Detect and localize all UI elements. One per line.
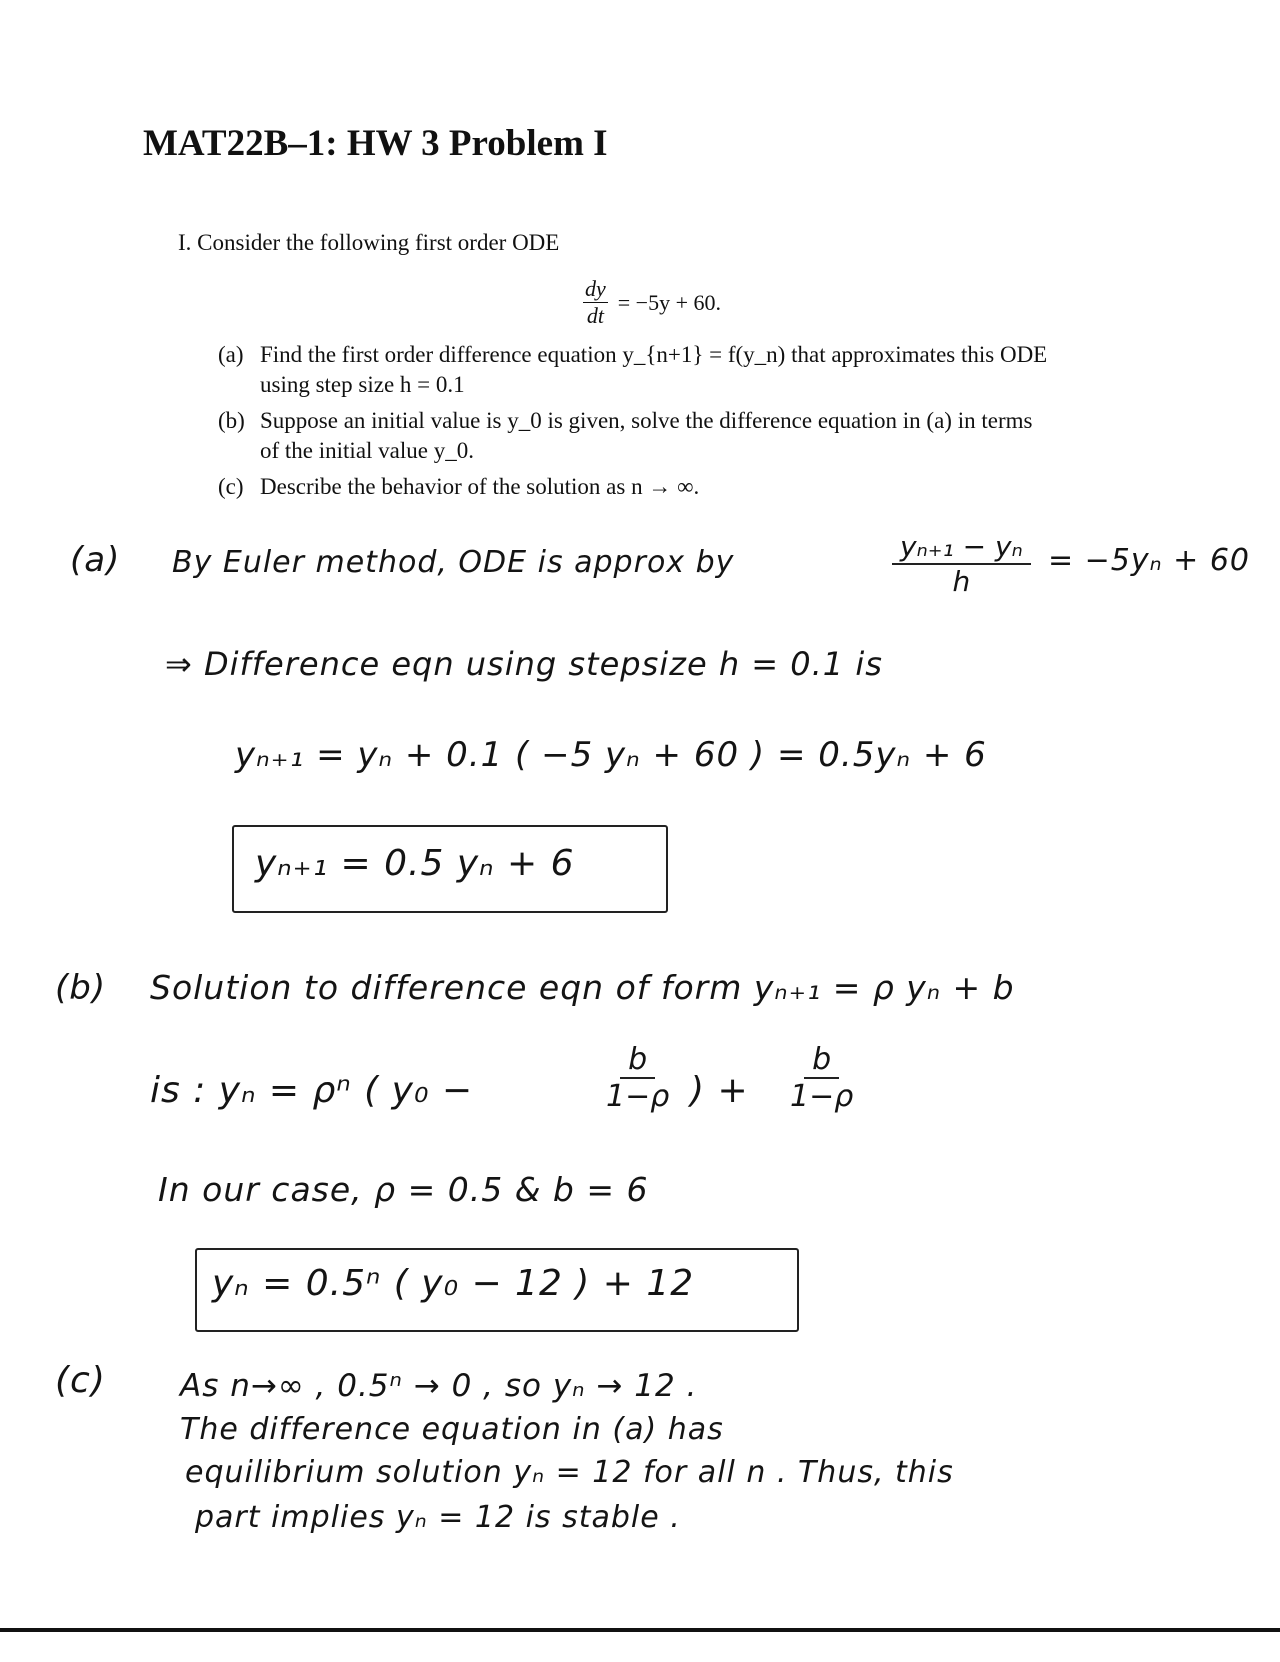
problem-part-b [218, 406, 1138, 466]
ode-numerator: dy [585, 276, 606, 301]
ode-derivative [583, 276, 608, 329]
answer-b-frac2-den: 1−ρ [790, 1079, 854, 1114]
answer-a-line1: By Euler method, ODE is approx by [172, 545, 735, 580]
part-a-line1: Find the first order difference equation y_{n+1} = f(y_n) that approximates this ODE [260, 342, 1048, 367]
problem-intro: I. Consider the following first order ODE [178, 230, 560, 255]
answer-c-line2: The difference equation in (a) has [180, 1412, 724, 1447]
answer-a-fraction [892, 530, 1031, 598]
answer-b-line2-mid: ) + [690, 1070, 749, 1111]
answer-a-label: (a) [70, 540, 121, 580]
answer-b-frac2-num: b [804, 1042, 839, 1079]
part-c-label: (c) [218, 474, 244, 499]
answer-c-label: (c) [55, 1360, 106, 1401]
answer-a-line2: ⇒ Difference eqn using stepsize h = 0.1 is [165, 645, 883, 683]
problem-part-c [218, 472, 1138, 502]
answer-b-frac1-den: 1−ρ [606, 1079, 670, 1114]
ode-denominator: dt [586, 303, 604, 328]
part-a-line2: using step size h = 0.1 [260, 372, 465, 397]
answer-b-frac2 [790, 1042, 853, 1114]
answer-a-frac-den: h [952, 565, 971, 598]
answer-b-line2-prefix: is : yₙ = ρⁿ ( y₀ − [150, 1070, 473, 1111]
answer-b-frac1-num: b [620, 1042, 655, 1079]
part-a-label: (a) [218, 342, 244, 367]
part-c-line1: Describe the behavior of the solution as n → ∞. [260, 474, 700, 499]
answer-b-line3: In our case, ρ = 0.5 & b = 6 [158, 1170, 649, 1209]
answer-c-line4: part implies yₙ = 12 is stable . [195, 1500, 681, 1535]
ode-rhs: = −5y + 60. [617, 289, 721, 315]
ode-equation [583, 276, 721, 329]
page-title: MAT22B–1: HW 3 Problem I [143, 123, 608, 164]
part-b-label: (b) [218, 408, 245, 433]
answer-b-line1: Solution to difference eqn of form yₙ₊₁ = ρ yₙ + b [150, 968, 1015, 1007]
answer-a-line1-rhs: = −5yₙ + 60 [1048, 543, 1251, 578]
part-b-line2: of the initial value y_0. [260, 438, 474, 463]
answer-a-line3: yₙ₊₁ = yₙ + 0.1 ( −5 yₙ + 60 ) = 0.5yₙ + 6 [235, 735, 987, 775]
part-b-line1: Suppose an initial value is y_0 is given, solve the difference equation in (a) in terms [260, 408, 1033, 433]
bottom-rule [0, 1628, 1280, 1632]
answer-a-frac-num: yₙ₊₁ − yₙ [892, 530, 1031, 565]
answer-c-line3: equilibrium solution yₙ = 12 for all n . Thus, this [185, 1455, 954, 1490]
answer-c-line1: As n→∞ , 0.5ⁿ → 0 , so yₙ → 12 . [180, 1368, 698, 1404]
problem-part-a [218, 340, 1138, 400]
answer-b-frac1 [606, 1042, 669, 1114]
answer-a-boxed: yₙ₊₁ = 0.5 yₙ + 6 [255, 843, 575, 884]
answer-b-boxed: yₙ = 0.5ⁿ ( y₀ − 12 ) + 12 [212, 1263, 695, 1304]
answer-b-label: (b) [55, 968, 107, 1008]
